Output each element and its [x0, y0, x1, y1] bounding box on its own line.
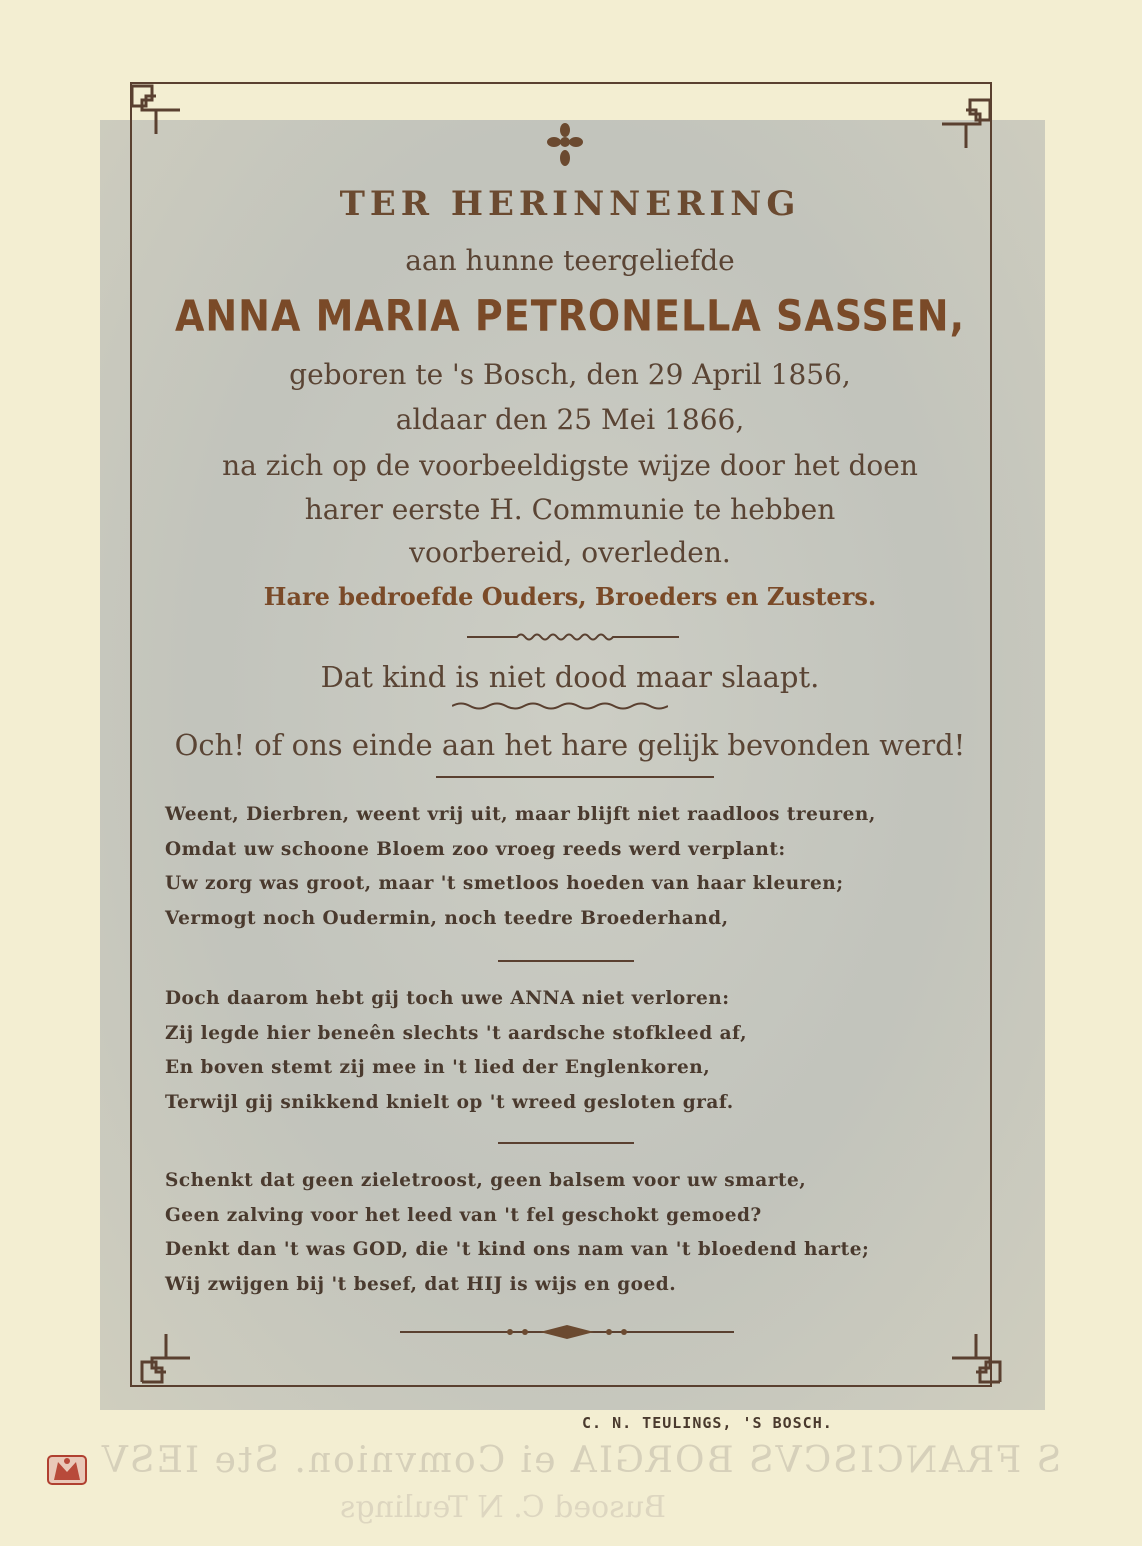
- text-line: geboren te 's Bosch, den 29 April 1856,: [289, 358, 851, 391]
- show-through-text: S FRANCISCVS BORGIA ei Comvnion. Ste IESV: [100, 1440, 1062, 1481]
- card-subtitle: aan hunne teergeliefde: [405, 244, 735, 277]
- poem-stanza: [165, 804, 985, 942]
- text-line: voorbereid, overleden.: [409, 536, 731, 569]
- poem-line: Schenkt dat geen zieletroost, geen balsem voor uw smarte,: [165, 1170, 807, 1191]
- poem-line: Uw zorg was groot, maar 't smetloos hoeden van haar kleuren;: [165, 873, 844, 894]
- poem-stanza: [165, 1170, 985, 1308]
- corner-ornament-icon: [138, 1330, 194, 1386]
- poem-line: Vermogt noch Oudermin, noch teedre Broederhand,: [165, 907, 729, 929]
- poem-line: Wij zwijgen bij 't besef, dat HIJ is wijs en goed.: [165, 1273, 677, 1295]
- text-line: harer eerste H. Communie te hebben: [304, 493, 836, 526]
- poem-line: Geen zalving voor het leed van 't fel geschokt gemoed?: [165, 1204, 762, 1226]
- deceased-name: ANNA MARIA PETRONELLA SASSEN,: [174, 291, 966, 341]
- corner-ornament-icon: [938, 96, 994, 152]
- poem-line: Weent, Dierbren, weent vrij uit, maar blijft niet raadloos treuren,: [165, 804, 876, 825]
- ornamental-divider-icon: [400, 1322, 734, 1342]
- poem-line: Denkt dan 't was GOD, die 't kind ons nam van 't bloedend harte;: [165, 1239, 870, 1260]
- show-through-text: Busoed C. N Teulings: [340, 1490, 666, 1525]
- poem-stanza: [165, 988, 985, 1126]
- corner-ornament-icon: [128, 82, 184, 138]
- family-line: Hare bedroefde Ouders, Broeders en Zusters.: [263, 582, 877, 611]
- divider: [498, 960, 634, 962]
- text-line: na zich op de voorbeeldigste wijze door het doen: [222, 449, 918, 482]
- quote-line: Dat kind is niet dood maar slaapt.: [320, 660, 820, 694]
- wave-divider-icon: [452, 700, 668, 712]
- poem-line: Zij legde hier beneên slechts 't aardsche stofkleed af,: [165, 1022, 748, 1044]
- wave-divider-icon: [467, 630, 679, 644]
- cross-icon: [547, 122, 583, 168]
- poem-line: Terwijl gij snikkend knielt op 't wreed gesloten graf.: [165, 1091, 734, 1113]
- corner-ornament-icon: [948, 1330, 1004, 1386]
- quote-line: Och! of ons einde aan het hare gelijk bevonden werd!: [174, 728, 966, 762]
- archive-stamp-icon: [46, 1452, 88, 1488]
- divider: [498, 1142, 634, 1144]
- printer-imprint: C. N. TEULINGS, 'S BOSCH.: [582, 1414, 833, 1432]
- divider: [436, 776, 714, 778]
- poem-line: Doch daarom hebt gij toch uwe ANNA niet verloren:: [165, 988, 730, 1009]
- poem-line: Omdat uw schoone Bloem zoo vroeg reeds werd verplant:: [165, 838, 786, 860]
- poem-line: En boven stemt zij mee in 't lied der Englenkoren,: [165, 1057, 711, 1078]
- text-line: aldaar den 25 Mei 1866,: [395, 403, 745, 436]
- card-title: TER HERINNERING: [339, 184, 801, 224]
